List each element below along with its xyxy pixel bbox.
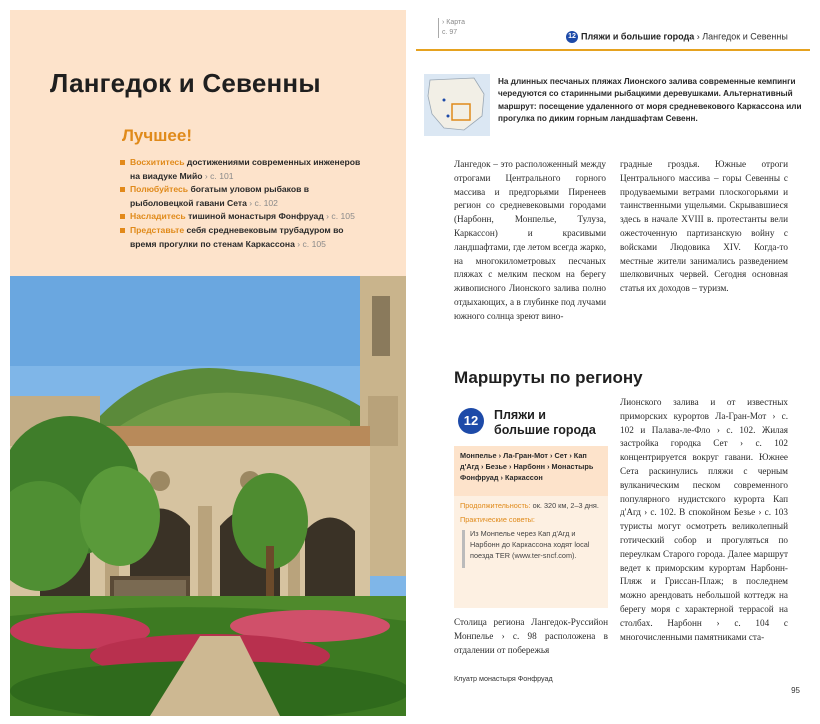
right-page bbox=[414, 10, 814, 716]
route-name: Пляжи и большие города bbox=[494, 408, 596, 437]
duration-label: Продолжительность: bbox=[460, 501, 531, 510]
route-box bbox=[454, 402, 608, 610]
route-number-badge: 12 bbox=[566, 31, 578, 43]
intro-text: На длинных песчаных пляжах Лионского залива современные кемпинги чередуются со старинными рыбацкими деревушками. Альтернативный маршрут: посещение удаленного от моря средневекового Каркассона или прогулка по диким горным ландшафтам Севенн. bbox=[498, 77, 802, 124]
locator-map bbox=[424, 74, 490, 136]
cloister-photo bbox=[10, 276, 406, 716]
best-item: Насладитесь тишиной монастыря Фонфруад › с. 105 bbox=[120, 210, 370, 224]
tips-text: Из Монпелье через Кап д'Агд и Нарбонн до Каркассона ходят local поезда TER (www.ter-sncf.com). bbox=[460, 528, 602, 561]
route-info bbox=[454, 496, 608, 608]
best-list bbox=[120, 156, 370, 251]
body-text-col2: градные гроздья. Южные отроги Центрального массива – горы Севенны с продуваемыми ветрами плоскогорьями и таинственными ущельями. Скрывавшиеся здесь в начале XVIII в. протестанты вели ожесточенную партизанскую войну с войсками Людовика XIV. Когда-то местные жители занимались разведением шелковичных червей. Сегодня основная статья их доходов – туризм. bbox=[620, 159, 788, 294]
route-stops: Монпелье › Ла-Гран-Мот › Сет › Кап д'Агд › Безье › Нарбонн › Монастырь Фонфруад › Каркассон bbox=[454, 446, 608, 496]
best-item: Восхититесь достижениями современных инженеров на виадуке Мийо › с. 101 bbox=[120, 156, 370, 183]
best-item: Представьте себя средневековым трубадуром во время прогулки по стенам Каркассона › с. 105 bbox=[120, 224, 370, 251]
best-heading: Лучшее! bbox=[122, 126, 192, 145]
best-item: Полюбуйтесь богатым уловом рыбаков в рыболовецкой гавани Сета › с. 102 bbox=[120, 183, 370, 210]
map-reference: › Карта с. 97 bbox=[438, 18, 474, 38]
header-rule bbox=[416, 49, 810, 51]
body-text-col3: Лионского залива и от известных приморских курортов Ла-Гран-Мот › с. 102 и Палава-ле-Фло › с. 102. Жилая застройка городка Сет › с. 102 концентрируется вокруг гавани. Южнее Сета раскинулись пляжи с черным вулканическим песком современного популярного нудистского курорта Кап д'Агд › с. 102. В спокойном Безье › с. 103 туристы могут осмотреть великолепный готический собор и прогуляться по переулкам Старого города. Далее маршрут ведет к приморским курортам Нарбонн-Пляж и Гриссан-Плаж; в последнем можно арендовать небольшой коттедж на берегу моря с характерной террасой на столбах. Нарбонн › с. 104 с многочисленными памятниками ста- bbox=[620, 397, 788, 642]
routes-heading: Маршруты по региону bbox=[454, 368, 643, 387]
body-text-under-box: Столица региона Лангедок-Руссийон Монпелье › с. 98 расположена в отдалении от побережья bbox=[454, 617, 608, 655]
photo-caption: Клуатр монастыря Фонфруад bbox=[454, 674, 553, 683]
chapter-title: Лангедок и Севенны bbox=[50, 68, 321, 98]
duration-value: ок. 320 км, 2–3 дня. bbox=[530, 501, 599, 510]
left-page bbox=[10, 10, 406, 716]
tips-label: Практические советы: bbox=[460, 515, 535, 524]
page-number: 95 bbox=[791, 686, 800, 695]
route-number: 12 bbox=[458, 408, 484, 434]
body-text-col1: Лангедок – это расположенный между отрогами Центрального горного массива и предгорьями Пиренеев регион со средневековыми городами (Нарбонн, Монпелье, Тулуза, Каркассон) и красивыми ландшафтами, где летом всегда жарко, на многокилометровых песчаных пляжах с мелким песком на берегу живописного Лионского залива полно отдыхающих, а в глубинке под лучами южного солнца зреют вино- bbox=[454, 159, 606, 321]
running-header: 12 Пляжи и большие города › Лангедок и Севенны bbox=[566, 31, 788, 43]
